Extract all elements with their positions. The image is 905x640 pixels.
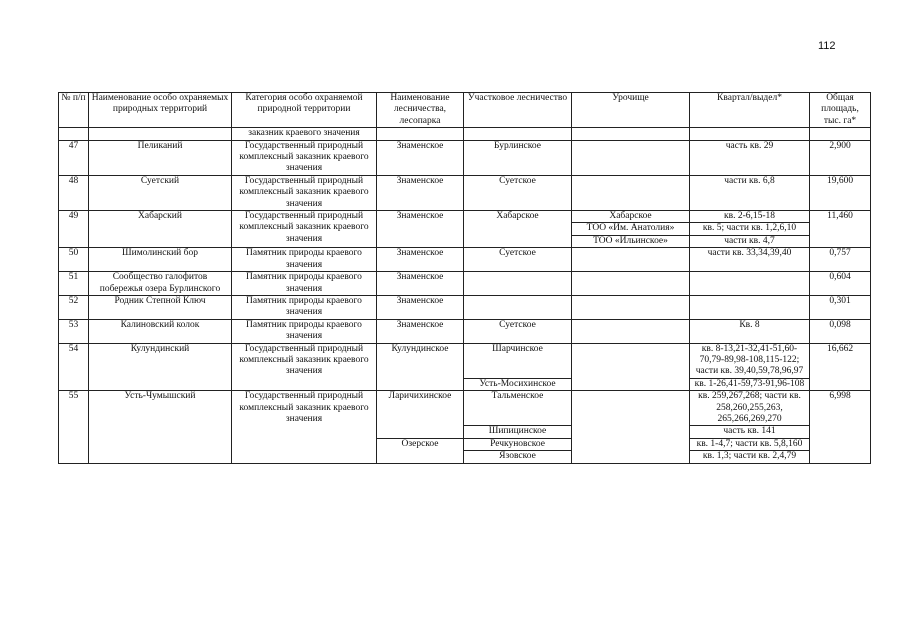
sub-urochishe: ТОО «Им. Анатолия» — [572, 222, 689, 234]
cell-kvartal: части кв. 33,34,39,40 — [690, 248, 810, 272]
cell-area: 19,600 — [810, 175, 871, 210]
cell-area: 0,301 — [810, 295, 871, 319]
cell-area: 0,757 — [810, 248, 871, 272]
cell-num — [59, 128, 89, 140]
table-row — [59, 272, 871, 296]
cell-urochishe — [572, 295, 690, 319]
cell-forestry: Ларичихинское — [377, 391, 464, 439]
cell-category: Памятник природы краевого значения — [232, 272, 377, 296]
cell-area: 16,662 — [810, 343, 871, 391]
cell-name: Суетский — [89, 175, 232, 210]
cell-kvartal — [690, 272, 810, 296]
cell-area: 11,460 — [810, 211, 871, 248]
cell-kvartal: части кв. 6,8 — [690, 175, 810, 210]
cell-district: Усть-Мосихинское — [464, 378, 572, 390]
cell-num: 50 — [59, 248, 89, 272]
cell-area: 0,604 — [810, 272, 871, 296]
cell-urochishe — [572, 211, 690, 248]
cell-area — [810, 128, 871, 140]
sub-kvartal: кв. 5; части кв. 1,2,6,10 — [690, 222, 809, 234]
cell-district — [464, 295, 572, 319]
cell-name: Хабарский — [89, 211, 232, 248]
sub-urochishe: Хабарское — [609, 211, 652, 222]
table-row — [59, 295, 871, 319]
cell-category: Государственный природный комплексный заказник краевого значения — [232, 175, 377, 210]
cell-num: 47 — [59, 140, 89, 175]
cell-district: Шипицинское — [464, 426, 572, 438]
header-row — [59, 93, 871, 128]
cell-kvartal: кв. 1-26,41-59,73-91,96-108 — [690, 378, 810, 390]
cell-urochishe — [572, 175, 690, 210]
cell-kvartal — [690, 128, 810, 140]
cell-name: Усть-Чумышский — [89, 391, 232, 463]
cell-name: Сообщество галофитов побережья озера Бурлинского — [89, 272, 232, 296]
cell-forestry: Озерское — [377, 438, 464, 463]
table-row — [59, 319, 871, 343]
cell-area: 2,900 — [810, 140, 871, 175]
cell-forestry: Знаменское — [377, 319, 464, 343]
table-row — [59, 211, 871, 248]
table-row — [59, 140, 871, 175]
cell-name: Калиновский колок — [89, 319, 232, 343]
cell-category: Памятник природы краевого значения — [232, 295, 377, 319]
cell-forestry: Знаменское — [377, 272, 464, 296]
table-row — [59, 248, 871, 272]
header-kvartal: Квартал/выдел* — [690, 93, 810, 128]
cell-area: 0,098 — [810, 319, 871, 343]
cell-category: Государственный природный комплексный заказник краевого значения — [232, 140, 377, 175]
cell-forestry: Знаменское — [377, 248, 464, 272]
cell-name: Кулундинский — [89, 343, 232, 391]
cell-name — [89, 128, 232, 140]
cell-category: заказник краевого значения — [232, 128, 377, 140]
cell-kvartal: кв. 1-4,7; части кв. 5,8,160 — [690, 438, 810, 450]
cell-forestry — [377, 128, 464, 140]
cell-kvartal: часть кв. 141 — [690, 426, 810, 438]
cell-urochishe — [572, 140, 690, 175]
table-row — [59, 175, 871, 210]
cell-district: Язовское — [464, 451, 572, 463]
cell-urochishe — [572, 319, 690, 343]
cell-category: Памятник природы краевого значения — [232, 319, 377, 343]
cell-num: 53 — [59, 319, 89, 343]
cell-kvartal — [690, 295, 810, 319]
cell-name: Пеликаний — [89, 140, 232, 175]
header-area: Общая площадь, тыс. га* — [810, 93, 871, 128]
page-number: 112 — [818, 40, 836, 52]
cell-district: Тальменское — [464, 391, 572, 426]
header-forestry: Наименование лесничества, лесопарка — [377, 93, 464, 128]
cell-category: Государственный природный комплексный заказник краевого значения — [232, 211, 377, 248]
cell-num: 49 — [59, 211, 89, 248]
cell-district: Речкуновское — [464, 438, 572, 450]
header-district: Участковое лесничество — [464, 93, 572, 128]
header-name: Наименование особо охраняемых природных территорий — [89, 93, 232, 128]
cell-num: 55 — [59, 391, 89, 463]
cell-urochishe — [572, 272, 690, 296]
cell-name: Шимолинский бор — [89, 248, 232, 272]
cell-area: 6,998 — [810, 391, 871, 463]
header-urochishe: Урочище — [572, 93, 690, 128]
cell-forestry: Знаменское — [377, 175, 464, 210]
cell-kvartal: кв. 8-13,21-32,41-51,60-70,79-89,98-108,115-122; части кв. 39,40,59,78,96,97 — [690, 343, 810, 378]
cell-category: Государственный природный комплексный заказник краевого значения — [232, 343, 377, 391]
header-category: Категория особо охраняемой природной территории — [232, 93, 377, 128]
cell-forestry: Знаменское — [377, 211, 464, 248]
cell-district: Суетское — [464, 175, 572, 210]
cell-kvartal: кв. 1,3; части кв. 2,4,79 — [690, 451, 810, 463]
cell-district: Суетское — [464, 319, 572, 343]
cell-category: Памятник природы краевого значения — [232, 248, 377, 272]
sub-kvartal: части кв. 4,7 — [690, 235, 809, 247]
table-row — [59, 343, 871, 378]
cell-district: Шарчинское — [464, 343, 572, 378]
cell-kvartal: Кв. 8 — [690, 319, 810, 343]
cell-kvartal: кв. 259,267,268; части кв. 258,260,255,263, 265,266,269,270 — [690, 391, 810, 426]
cell-num: 51 — [59, 272, 89, 296]
cell-category: Государственный природный комплексный заказник краевого значения — [232, 391, 377, 463]
cell-district: Бурлинское — [464, 140, 572, 175]
cell-num: 48 — [59, 175, 89, 210]
cell-forestry: Знаменское — [377, 295, 464, 319]
cell-urochishe — [572, 391, 690, 463]
header-num: № п/п — [59, 93, 89, 128]
cell-num: 54 — [59, 343, 89, 391]
protected-areas-table — [58, 92, 871, 464]
continuation-row — [59, 128, 871, 140]
cell-district — [464, 272, 572, 296]
cell-district — [464, 128, 572, 140]
cell-urochishe — [572, 343, 690, 391]
cell-forestry: Кулундинское — [377, 343, 464, 391]
cell-kvartal — [690, 211, 810, 248]
cell-urochishe — [572, 128, 690, 140]
cell-name: Родник Степной Ключ — [89, 295, 232, 319]
cell-district: Суетское — [464, 248, 572, 272]
cell-district: Хабарское — [464, 211, 572, 248]
sub-kvartal: кв. 2-6,15-18 — [723, 211, 776, 222]
sub-urochishe: ТОО «Ильинское» — [572, 235, 689, 247]
cell-kvartal: часть кв. 29 — [690, 140, 810, 175]
table-row — [59, 391, 871, 426]
cell-urochishe — [572, 248, 690, 272]
cell-num: 52 — [59, 295, 89, 319]
cell-forestry: Знаменское — [377, 140, 464, 175]
